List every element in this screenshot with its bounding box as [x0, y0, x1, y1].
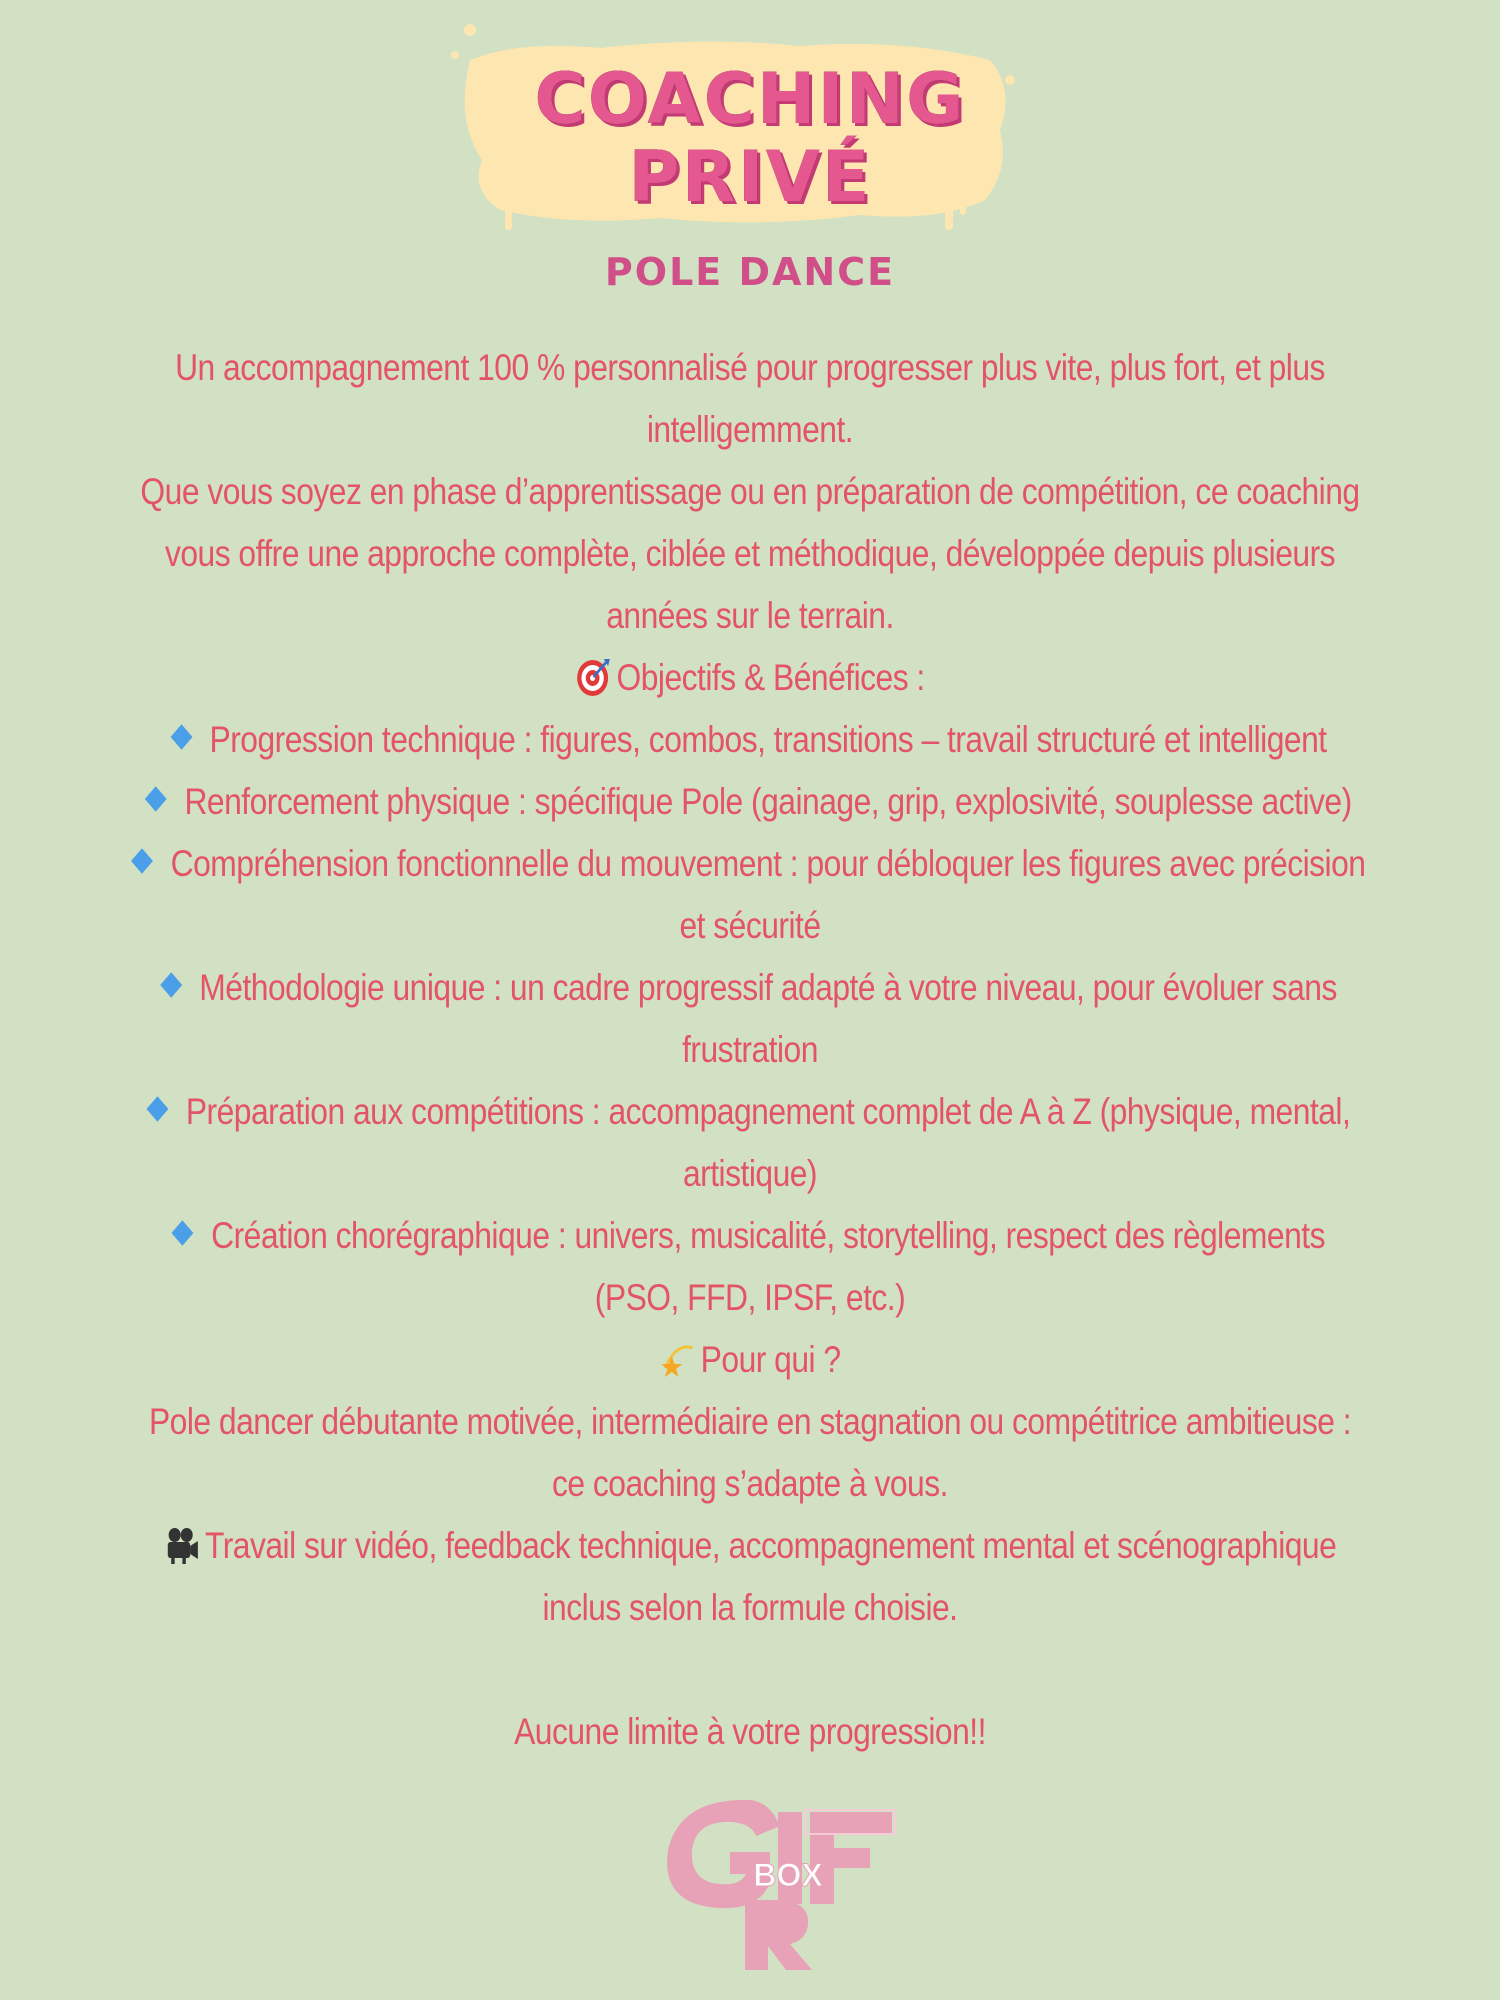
blue-diamond-icon — [131, 848, 153, 873]
closing-line: Aucune limite à votre progression!! — [514, 1711, 986, 1752]
audience-heading — [131, 1329, 1369, 1391]
audience-text: Pole dancer débutante motivée, intermédiaire en stagnation ou compétitrice ambitieuse : ce coaching s’adapte à vous. — [148, 1401, 1352, 1504]
video-note — [131, 1515, 1369, 1639]
objective-item-text: Préparation aux compétitions : accompagnement complet de A à Z (physique, mental, artistique) — [185, 1091, 1351, 1194]
objective-item — [131, 709, 1369, 771]
objective-item — [131, 771, 1369, 833]
objective-item — [131, 1205, 1369, 1329]
intro-line-2: Que vous soyez en phase d’apprentissage ou en préparation de compétition, ce coaching vous offre une approche complète, ciblée et méthodique, développée depuis plusieurs années sur le terrain. — [140, 471, 1360, 636]
objective-item-text: Renforcement physique : spécifique Pole (gainage, grip, explosivité, souplesse active) — [184, 781, 1352, 822]
subtitle: POLE DANCE — [604, 250, 896, 294]
dizzy-star-icon — [659, 1338, 695, 1380]
logo-box-text: BOX — [753, 1857, 823, 1893]
blue-diamond-icon — [146, 1096, 168, 1121]
title-line-2: PRIVÉ — [628, 136, 872, 218]
header — [0, 0, 1500, 300]
objective-item-text: Création chorégraphique : univers, musicalité, storytelling, respect des règlements (PSO, FFD, IPSF, etc.) — [211, 1215, 1325, 1318]
objective-item-text: Progression technique : figures, combos, transitions – travail structuré et intelligent — [209, 719, 1327, 760]
objective-item — [131, 957, 1369, 1081]
intro-line-1: Un accompagnement 100 % personnalisé pour progresser plus vite, plus fort, et plus intelligemment. — [175, 347, 1325, 450]
blue-diamond-icon — [170, 724, 192, 749]
objective-item — [131, 1081, 1369, 1205]
title-line-1: COACHING — [534, 58, 966, 140]
video-note-text: Travail sur vidéo, feedback technique, accompagnement mental et scénographique inclus selon la formule choisie. — [204, 1525, 1337, 1628]
objective-item — [131, 833, 1369, 957]
target-icon — [575, 656, 611, 698]
blue-diamond-icon — [145, 786, 167, 811]
content-body — [131, 337, 1369, 1763]
blue-diamond-icon — [172, 1220, 194, 1245]
gif-box-logo — [660, 1790, 920, 1980]
blue-diamond-icon — [160, 972, 182, 997]
audience-heading-text: Pour qui ? — [700, 1339, 841, 1380]
movie-camera-icon — [164, 1524, 200, 1566]
objective-item-text: Méthodologie unique : un cadre progressif adapté à votre niveau, pour évoluer sans frustration — [199, 967, 1337, 1070]
objectives-heading — [131, 647, 1369, 709]
spacer — [131, 1639, 1369, 1701]
gif-box-logo-shape — [660, 1790, 920, 1980]
objective-item-text: Compréhension fonctionnelle du mouvement : pour débloquer les figures avec précision et sécurité — [170, 843, 1366, 946]
objectives-heading-text: Objectifs & Bénéfices : — [616, 657, 925, 698]
